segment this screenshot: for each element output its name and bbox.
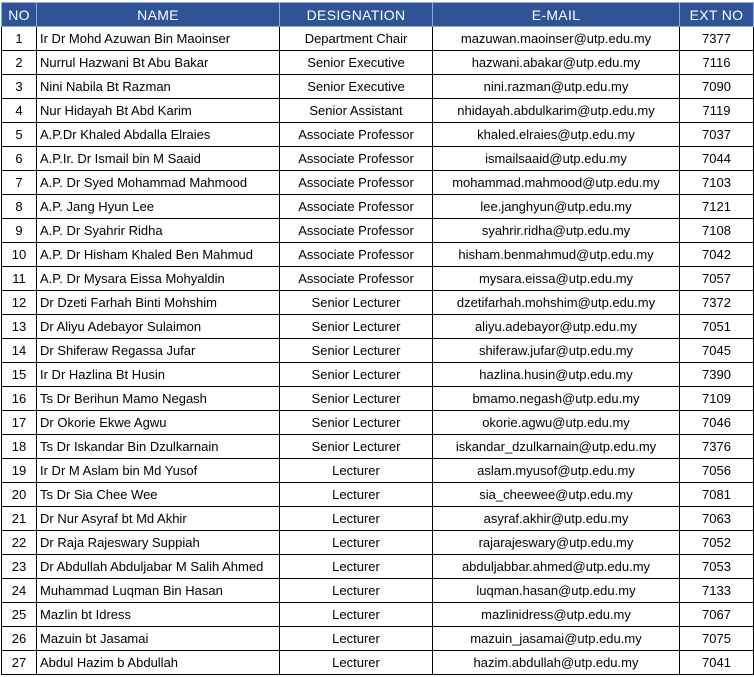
cell-designation: Lecturer xyxy=(280,483,433,507)
cell-designation: Senior Lecturer xyxy=(280,363,433,387)
cell-email: mazlinidress@utp.edu.my xyxy=(433,603,680,627)
table-row xyxy=(2,99,754,123)
cell-name: A.P.Dr Khaled Abdalla Elraies xyxy=(37,123,280,147)
cell-name: Mazuin bt Jasamai xyxy=(37,627,280,651)
cell-designation: Senior Lecturer xyxy=(280,291,433,315)
cell-ext: 7056 xyxy=(680,459,754,483)
cell-email: ismailsaaid@utp.edu.my xyxy=(433,147,680,171)
cell-designation: Department Chair xyxy=(280,27,433,51)
cell-designation: Senior Assistant xyxy=(280,99,433,123)
table-row xyxy=(2,171,754,195)
table-row xyxy=(2,195,754,219)
cell-email: khaled.elraies@utp.edu.my xyxy=(433,123,680,147)
cell-ext: 7046 xyxy=(680,411,754,435)
cell-no: 17 xyxy=(2,411,37,435)
cell-no: 15 xyxy=(2,363,37,387)
table-row xyxy=(2,219,754,243)
cell-designation: Senior Executive xyxy=(280,75,433,99)
cell-name: Dr Abdullah Abduljabar M Salih Ahmed xyxy=(37,555,280,579)
cell-name: Ir Dr Mohd Azuwan Bin Maoinser xyxy=(37,27,280,51)
cell-email: abduljabbar.ahmed@utp.edu.my xyxy=(433,555,680,579)
cell-ext: 7063 xyxy=(680,507,754,531)
cell-name: A.P. Jang Hyun Lee xyxy=(37,195,280,219)
cell-name: Ir Dr Hazlina Bt Husin xyxy=(37,363,280,387)
cell-name: Ts Dr Iskandar Bin Dzulkarnain xyxy=(37,435,280,459)
cell-email: hisham.benmahmud@utp.edu.my xyxy=(433,243,680,267)
table-row xyxy=(2,603,754,627)
cell-email: nini.razman@utp.edu.my xyxy=(433,75,680,99)
table-row xyxy=(2,243,754,267)
cell-email: bmamo.negash@utp.edu.my xyxy=(433,387,680,411)
cell-ext: 7051 xyxy=(680,315,754,339)
cell-name: Dr Shiferaw Regassa Jufar xyxy=(37,339,280,363)
table-row xyxy=(2,435,754,459)
cell-no: 9 xyxy=(2,219,37,243)
header-designation: DESIGNATION xyxy=(280,3,433,27)
cell-name: A.P. Dr Mysara Eissa Mohyaldin xyxy=(37,267,280,291)
cell-designation: Lecturer xyxy=(280,651,433,675)
cell-ext: 7377 xyxy=(680,27,754,51)
cell-ext: 7109 xyxy=(680,387,754,411)
table-row xyxy=(2,267,754,291)
cell-name: Dr Okorie Ekwe Agwu xyxy=(37,411,280,435)
cell-name: Ts Dr Sia Chee Wee xyxy=(37,483,280,507)
table-row xyxy=(2,483,754,507)
cell-designation: Lecturer xyxy=(280,507,433,531)
staff-directory-table xyxy=(1,2,754,675)
cell-designation: Senior Executive xyxy=(280,51,433,75)
header-email: E-MAIL xyxy=(433,3,680,27)
table-row xyxy=(2,123,754,147)
cell-designation: Associate Professor xyxy=(280,171,433,195)
cell-email: dzetifarhah.mohshim@utp.edu.my xyxy=(433,291,680,315)
cell-no: 6 xyxy=(2,147,37,171)
cell-no: 3 xyxy=(2,75,37,99)
cell-designation: Lecturer xyxy=(280,531,433,555)
cell-name: Ir Dr M Aslam bin Md Yusof xyxy=(37,459,280,483)
cell-email: hazwani.abakar@utp.edu.my xyxy=(433,51,680,75)
table-row xyxy=(2,51,754,75)
cell-designation: Senior Lecturer xyxy=(280,339,433,363)
cell-name: Nini Nabila Bt Razman xyxy=(37,75,280,99)
cell-no: 4 xyxy=(2,99,37,123)
cell-email: mohammad.mahmood@utp.edu.my xyxy=(433,171,680,195)
cell-email: syahrir.ridha@utp.edu.my xyxy=(433,219,680,243)
cell-ext: 7119 xyxy=(680,99,754,123)
cell-name: A.P. Dr Syahrir Ridha xyxy=(37,219,280,243)
cell-email: aliyu.adebayor@utp.edu.my xyxy=(433,315,680,339)
table-row xyxy=(2,363,754,387)
cell-designation: Associate Professor xyxy=(280,243,433,267)
cell-no: 16 xyxy=(2,387,37,411)
table-row xyxy=(2,627,754,651)
table-row xyxy=(2,411,754,435)
cell-designation: Lecturer xyxy=(280,627,433,651)
cell-designation: Senior Lecturer xyxy=(280,387,433,411)
table-row xyxy=(2,459,754,483)
cell-name: Dr Raja Rajeswary Suppiah xyxy=(37,531,280,555)
cell-ext: 7081 xyxy=(680,483,754,507)
cell-name: Dr Aliyu Adebayor Sulaimon xyxy=(37,315,280,339)
cell-designation: Associate Professor xyxy=(280,147,433,171)
cell-designation: Associate Professor xyxy=(280,123,433,147)
cell-ext: 7057 xyxy=(680,267,754,291)
cell-email: luqman.hasan@utp.edu.my xyxy=(433,579,680,603)
cell-no: 5 xyxy=(2,123,37,147)
cell-no: 26 xyxy=(2,627,37,651)
cell-name: A.P. Dr Hisham Khaled Ben Mahmud xyxy=(37,243,280,267)
cell-no: 23 xyxy=(2,555,37,579)
cell-designation: Senior Lecturer xyxy=(280,435,433,459)
table-row xyxy=(2,339,754,363)
cell-email: iskandar_dzulkarnain@utp.edu.my xyxy=(433,435,680,459)
cell-email: hazim.abdullah@utp.edu.my xyxy=(433,651,680,675)
cell-no: 21 xyxy=(2,507,37,531)
cell-ext: 7103 xyxy=(680,171,754,195)
table-row xyxy=(2,27,754,51)
cell-no: 18 xyxy=(2,435,37,459)
cell-ext: 7045 xyxy=(680,339,754,363)
cell-ext: 7044 xyxy=(680,147,754,171)
cell-email: hazlina.husin@utp.edu.my xyxy=(433,363,680,387)
cell-no: 12 xyxy=(2,291,37,315)
cell-no: 10 xyxy=(2,243,37,267)
cell-no: 19 xyxy=(2,459,37,483)
header-no: NO xyxy=(2,3,37,27)
cell-no: 13 xyxy=(2,315,37,339)
cell-ext: 7116 xyxy=(680,51,754,75)
cell-name: Dr Nur Asyraf bt Md Akhir xyxy=(37,507,280,531)
table-body xyxy=(2,27,754,675)
cell-ext: 7376 xyxy=(680,435,754,459)
cell-designation: Associate Professor xyxy=(280,195,433,219)
table-row xyxy=(2,147,754,171)
cell-no: 14 xyxy=(2,339,37,363)
cell-no: 27 xyxy=(2,651,37,675)
cell-ext: 7041 xyxy=(680,651,754,675)
header-name: NAME xyxy=(37,3,280,27)
cell-designation: Associate Professor xyxy=(280,219,433,243)
cell-ext: 7133 xyxy=(680,579,754,603)
cell-ext: 7372 xyxy=(680,291,754,315)
cell-email: rajarajeswary@utp.edu.my xyxy=(433,531,680,555)
table-row xyxy=(2,531,754,555)
cell-ext: 7121 xyxy=(680,195,754,219)
cell-email: mazuin_jasamai@utp.edu.my xyxy=(433,627,680,651)
table-row xyxy=(2,315,754,339)
table-row xyxy=(2,555,754,579)
cell-name: Dr Dzeti Farhah Binti Mohshim xyxy=(37,291,280,315)
cell-designation: Lecturer xyxy=(280,603,433,627)
cell-email: asyraf.akhir@utp.edu.my xyxy=(433,507,680,531)
cell-ext: 7037 xyxy=(680,123,754,147)
cell-no: 24 xyxy=(2,579,37,603)
cell-designation: Lecturer xyxy=(280,579,433,603)
cell-no: 7 xyxy=(2,171,37,195)
table-header xyxy=(2,3,754,27)
cell-no: 25 xyxy=(2,603,37,627)
cell-no: 22 xyxy=(2,531,37,555)
cell-no: 8 xyxy=(2,195,37,219)
cell-email: lee.janghyun@utp.edu.my xyxy=(433,195,680,219)
cell-designation: Lecturer xyxy=(280,459,433,483)
cell-ext: 7075 xyxy=(680,627,754,651)
cell-ext: 7042 xyxy=(680,243,754,267)
cell-ext: 7108 xyxy=(680,219,754,243)
table-row xyxy=(2,75,754,99)
cell-email: aslam.myusof@utp.edu.my xyxy=(433,459,680,483)
cell-designation: Senior Lecturer xyxy=(280,315,433,339)
table-row xyxy=(2,507,754,531)
cell-ext: 7090 xyxy=(680,75,754,99)
cell-name: Nurrul Hazwani Bt Abu Bakar xyxy=(37,51,280,75)
cell-name: Ts Dr Berihun Mamo Negash xyxy=(37,387,280,411)
header-ext: EXT NO xyxy=(680,3,754,27)
cell-email: mysara.eissa@utp.edu.my xyxy=(433,267,680,291)
cell-ext: 7067 xyxy=(680,603,754,627)
table-row xyxy=(2,387,754,411)
table-row xyxy=(2,579,754,603)
cell-no: 1 xyxy=(2,27,37,51)
cell-name: Mazlin bt Idress xyxy=(37,603,280,627)
table-row xyxy=(2,651,754,675)
cell-name: A.P.Ir. Dr Ismail bin M Saaid xyxy=(37,147,280,171)
cell-email: sia_cheewee@utp.edu.my xyxy=(433,483,680,507)
cell-designation: Associate Professor xyxy=(280,267,433,291)
cell-ext: 7052 xyxy=(680,531,754,555)
cell-email: nhidayah.abdulkarim@utp.edu.my xyxy=(433,99,680,123)
cell-designation: Lecturer xyxy=(280,555,433,579)
cell-name: Muhammad Luqman Bin Hasan xyxy=(37,579,280,603)
cell-email: okorie.agwu@utp.edu.my xyxy=(433,411,680,435)
cell-no: 2 xyxy=(2,51,37,75)
cell-ext: 7390 xyxy=(680,363,754,387)
header-row xyxy=(2,3,754,27)
cell-name: A.P. Dr Syed Mohammad Mahmood xyxy=(37,171,280,195)
cell-no: 11 xyxy=(2,267,37,291)
cell-name: Abdul Hazim b Abdullah xyxy=(37,651,280,675)
cell-email: shiferaw.jufar@utp.edu.my xyxy=(433,339,680,363)
cell-email: mazuwan.maoinser@utp.edu.my xyxy=(433,27,680,51)
table-row xyxy=(2,291,754,315)
cell-no: 20 xyxy=(2,483,37,507)
cell-designation: Senior Lecturer xyxy=(280,411,433,435)
cell-ext: 7053 xyxy=(680,555,754,579)
cell-name: Nur Hidayah Bt Abd Karim xyxy=(37,99,280,123)
